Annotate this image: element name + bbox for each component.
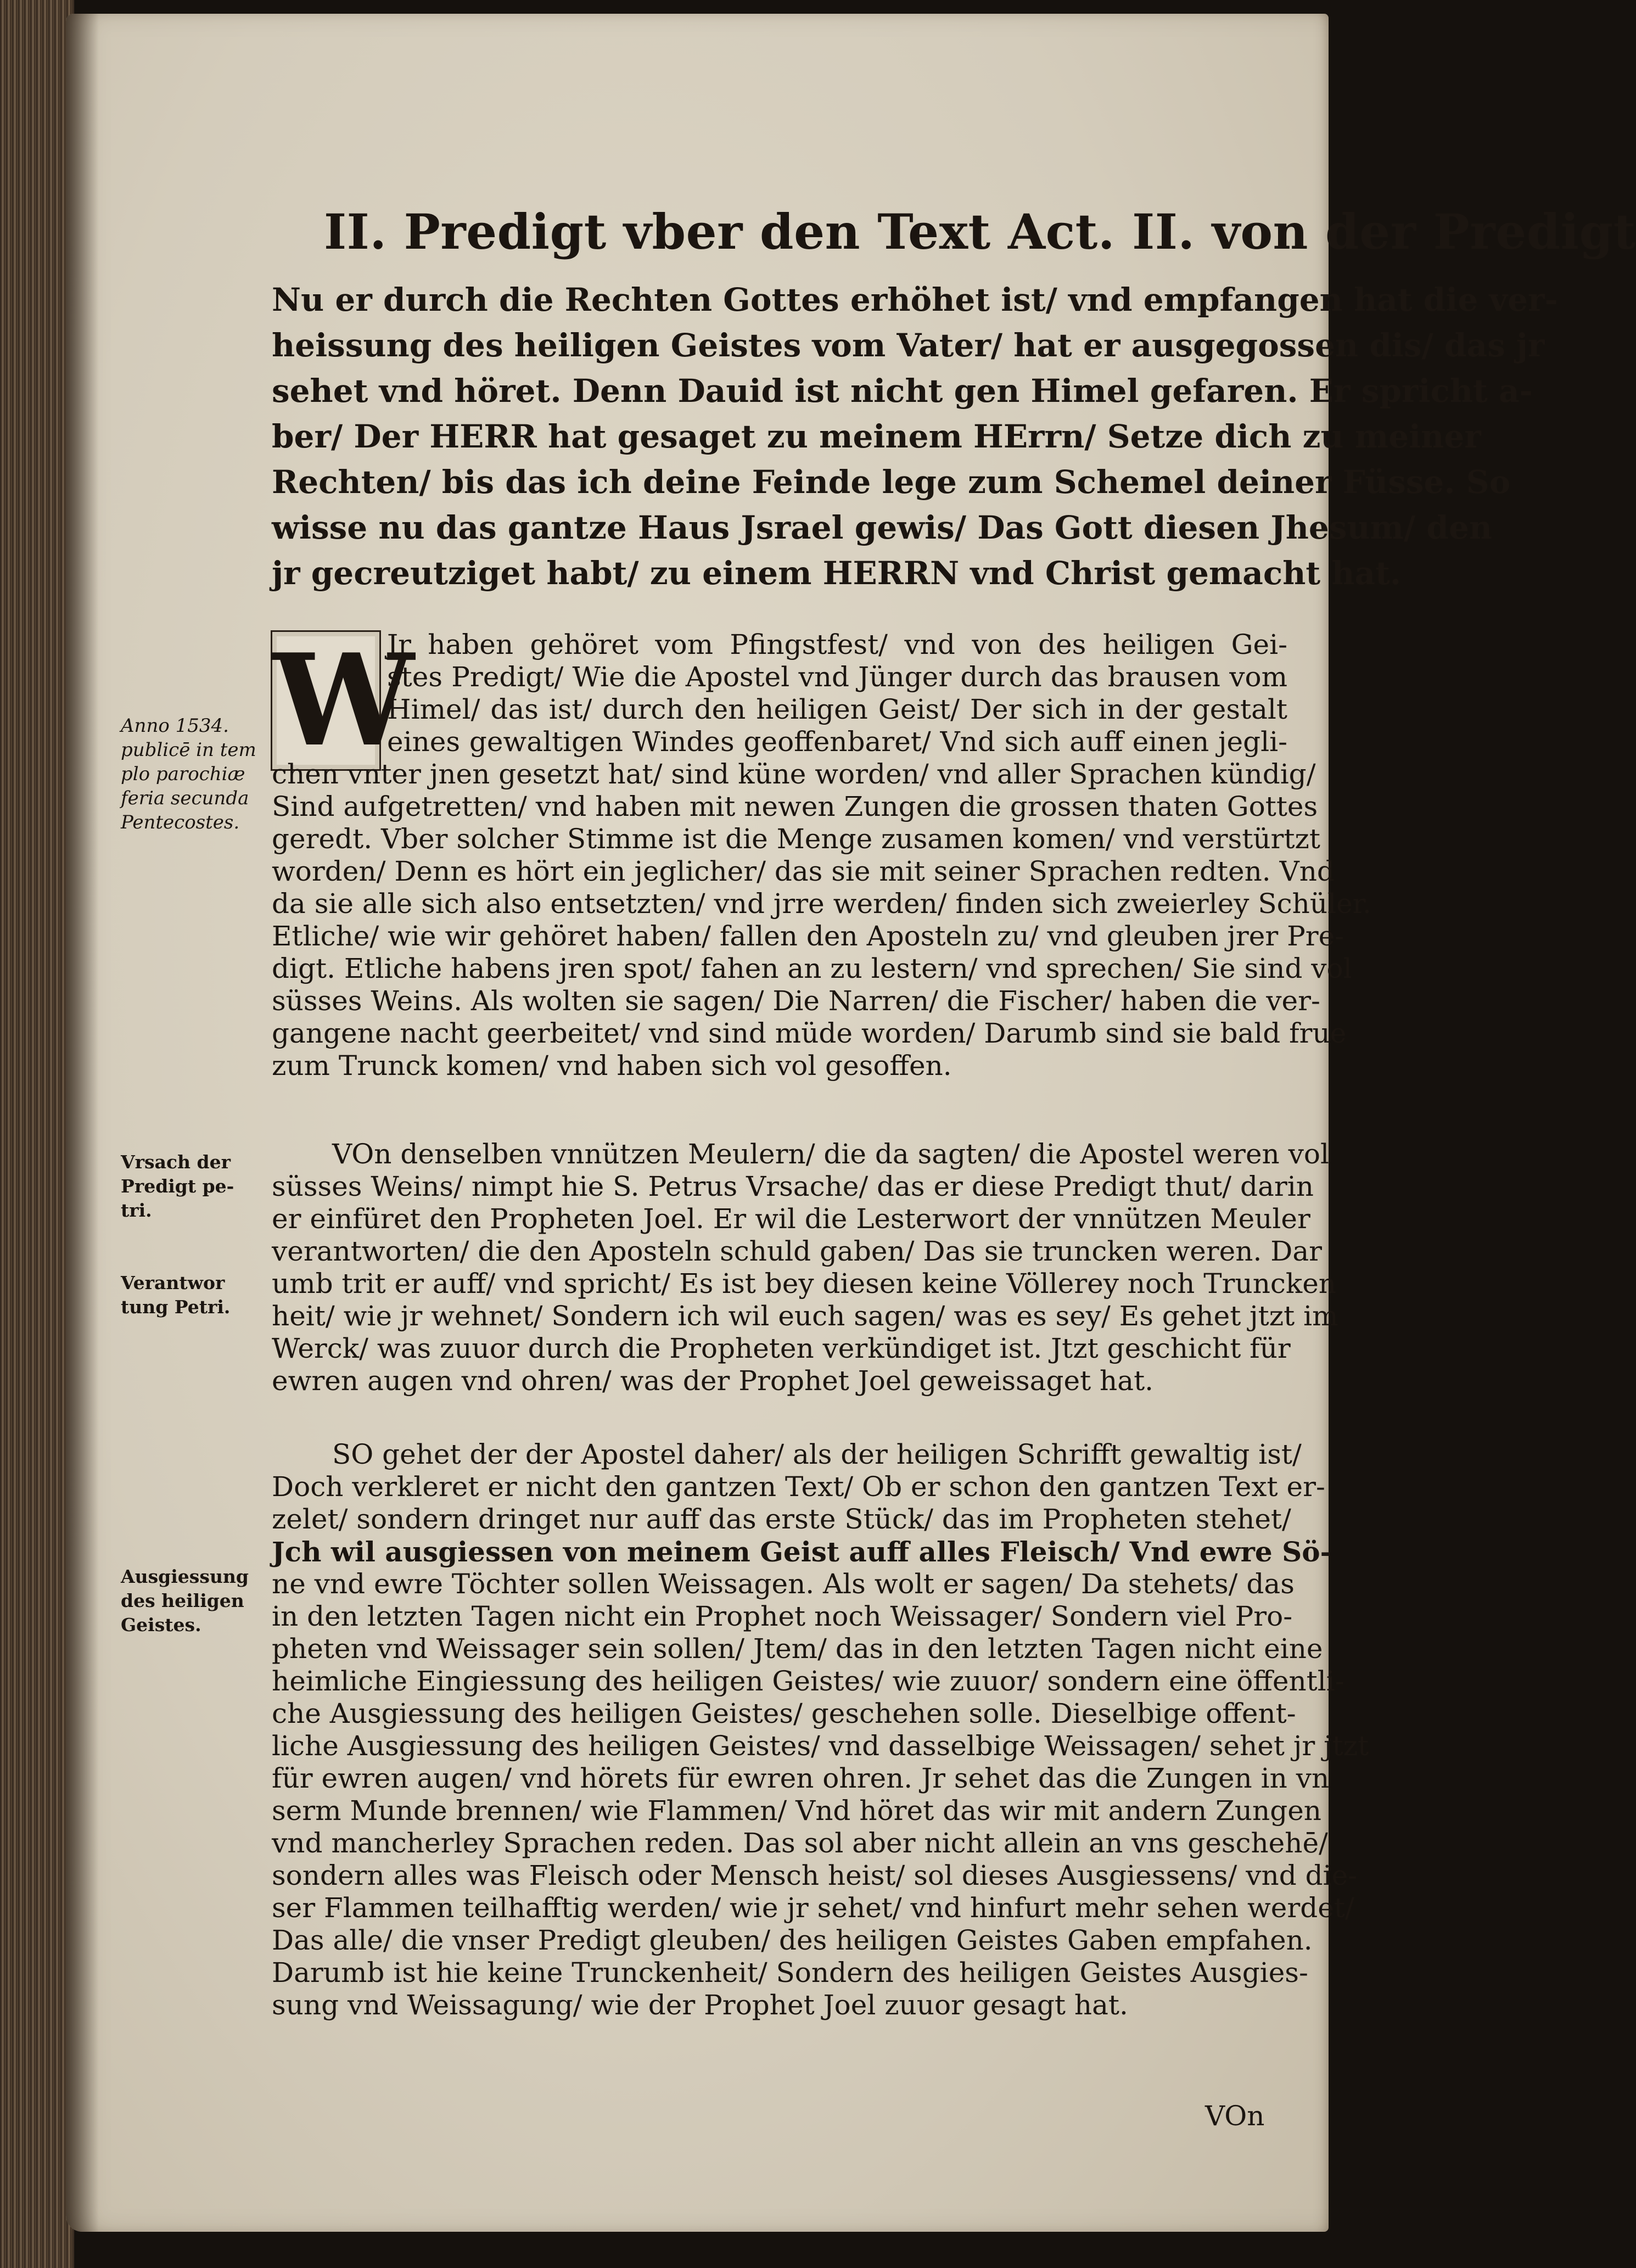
decorated-initial: W	[271, 630, 381, 771]
text-line: Jr haben gehöret vom Pfingstfest/ vnd von des heiligen Gei-	[387, 629, 1287, 660]
margin-note-verantwortung	[121, 1271, 269, 1319]
text-line: sondern alles was Fleisch oder Mensch heist/ sol dieses Ausgiessens/ vnd die-	[272, 1860, 1358, 1891]
paragraph-1	[272, 629, 1371, 1082]
text-line: geredt. Vber solcher Stimme ist die Menge zusamen komen/ vnd verstürtzt	[272, 823, 1320, 855]
spine-shadow	[66, 14, 99, 2232]
text-line: Das alle/ die vnser Predigt gleuben/ des heiligen Geistes Gaben empfahen.	[272, 1924, 1313, 1956]
margin-note-line: des heiligen	[121, 1590, 244, 1611]
catchword: VOn	[1205, 2100, 1265, 2132]
page-edges	[0, 0, 74, 2268]
text-line: für ewren augen/ vnd hörets für ewren ohren. Jr sehet das die Zungen in vn	[272, 1762, 1330, 1794]
text-line: che Ausgiessung des heiligen Geistes/ geschehen solle. Dieselbige offent-	[272, 1698, 1296, 1729]
paragraph-2	[272, 1138, 1338, 1397]
text-line: umb trit er auff/ vnd spricht/ Es ist bey diesen keine Völlerey noch Truncken	[272, 1268, 1336, 1300]
margin-note-line: tri.	[121, 1200, 152, 1221]
margin-note-line: Ausgiessung	[121, 1566, 249, 1587]
margin-note-line: plo parochiæ	[121, 763, 245, 785]
text-line: eines gewaltigen Windes geoffenbaret/ Vnd sich auff einen jegli-	[387, 726, 1287, 758]
text-line: digt. Etliche habens jren spot/ fahen an zu lestern/ vnd sprechen/ Sie sind vol	[272, 953, 1352, 984]
margin-note-line: Verantwor	[121, 1272, 225, 1293]
quote-line: jr gecreutziget habt/ zu einem HERRN vnd Christ gemacht hat.	[272, 555, 1402, 592]
text-line: heit/ wie jr wehnet/ Sondern ich wil euch sagen/ was es sey/ Es gehet jtzt im	[272, 1300, 1338, 1332]
text-line: süsses Weins/ nimpt hie S. Petrus Vrsache/ das er diese Predigt thut/ darin	[272, 1171, 1314, 1202]
margin-note-line: Predigt pe-	[121, 1175, 234, 1197]
text-line: Jch wil ausgiessen von meinem Geist auff alles Fleisch/ Vnd ewre Sö-	[272, 1536, 1332, 1568]
text-line: Darumb ist hie keine Trunckenheit/ Sondern des heiligen Geistes Ausgies-	[272, 1957, 1308, 1989]
text-line: ne vnd ewre Töchter sollen Weissagen. Als wolt er sagen/ Da stehets/ das	[272, 1568, 1295, 1600]
text-line: vnd mancherley Sprachen reden. Das sol aber nicht allein an vns geschehē/	[272, 1827, 1328, 1859]
text-line: worden/ Denn es hört ein jeglicher/ das sie mit seiner Sprachen redten. Vnd	[272, 855, 1335, 887]
text-line: Doch verkleret er nicht den gantzen Text/ Ob er schon den gantzen Text er-	[272, 1471, 1325, 1503]
text-line: Etliche/ wie wir gehöret haben/ fallen den Aposteln zu/ vnd gleuben jrer Pre-	[272, 920, 1344, 952]
text-line: sung vnd Weissagung/ wie der Prophet Joel zuuor gesagt hat.	[272, 1989, 1128, 2021]
margin-note-line: Vrsach der	[121, 1151, 231, 1173]
text-line: in den letzten Tagen nicht ein Prophet noch Weissager/ Sondern viel Pro-	[272, 1600, 1293, 1632]
margin-note-line: publicē in tem	[121, 739, 256, 761]
text-line: heimliche Eingiessung des heiligen Geistes/ wie zuuor/ sondern eine öffentli-	[272, 1665, 1344, 1697]
text-line: da sie alle sich also entsetzten/ vnd jrre werden/ finden sich zweierley Schüler.	[272, 888, 1371, 920]
quote-line: ber/ Der HERR hat gesaget zu meinem HErrn/ Setze dich zu meiner	[272, 418, 1481, 455]
text-line: ser Flammen teilhafftig werden/ wie jr sehet/ vnd hinfurt mehr sehen werdet/	[272, 1892, 1354, 1924]
margin-note-line: tung Petri.	[121, 1296, 231, 1318]
running-head: II. Predigt vber den Text Act. II. von der Predigt	[324, 203, 1636, 260]
text-line: SO gehet der der Apostel daher/ als der heiligen Schrifft gewaltig ist/	[332, 1438, 1302, 1470]
margin-note-line: Geistes.	[121, 1614, 201, 1636]
margin-note-ausgiessung	[121, 1565, 269, 1637]
margin-note-line: Anno 1534.	[121, 715, 229, 737]
text-line: Himel/ das ist/ durch den heiligen Geist/ Der sich in der gestalt	[387, 693, 1287, 725]
margin-note-line: Pentecostes.	[121, 811, 240, 833]
text-line: zum Trunck komen/ vnd haben sich vol gesoffen.	[272, 1050, 952, 1082]
text-line: Werck/ was zuuor durch die Propheten verkündiget ist. Jtzt geschicht für	[272, 1332, 1291, 1364]
text-line: chen vnter jnen gesetzt hat/ sind küne worden/ vnd aller Sprachen kündig/	[272, 758, 1316, 790]
text-line: er einfüret den Propheten Joel. Er wil die Lesterwort der vnnützen Meuler	[272, 1203, 1310, 1235]
text-line: gangene nacht geerbeitet/ vnd sind müde worden/ Darumb sind sie bald frue	[272, 1017, 1347, 1049]
text-line: ewren augen vnd ohren/ was der Prophet Joel geweissaget hat.	[272, 1365, 1154, 1397]
margin-note-anno	[121, 714, 269, 835]
paragraph-3	[272, 1438, 1369, 2021]
text-line: zelet/ sondern dringet nur auff das erste Stück/ das im Propheten stehet/	[272, 1503, 1291, 1535]
text-line: stes Predigt/ Wie die Apostel vnd Jünger durch das brausen vom	[387, 661, 1287, 693]
text-line: Sind aufgetretten/ vnd haben mit newen Zungen die grossen thaten Gottes	[272, 791, 1318, 822]
quote-line: wisse nu das gantze Haus Jsrael gewis/ Das Gott diesen Jhesum/ den	[272, 509, 1493, 546]
text-line: serm Munde brennen/ wie Flammen/ Vnd höret das wir mit andern Zungen	[272, 1795, 1321, 1827]
quote-line: heissung des heiligen Geistes vom Vater/ hat er ausgegossen dis/ das jr	[272, 327, 1545, 364]
text-line: süsses Weins. Als wolten sie sagen/ Die Narren/ die Fischer/ haben die ver-	[272, 985, 1320, 1017]
quote-line: Nu er durch die Rechten Gottes erhöhet ist/ vnd empfangen hat die ver-	[272, 281, 1558, 318]
text-line: verantworten/ die den Aposteln schuld gaben/ Das sie truncken weren. Dar	[272, 1235, 1323, 1267]
quote-line: Rechten/ bis das ich deine Feinde lege zum Schemel deiner Füsse. So	[272, 463, 1511, 501]
text-line: VOn denselben vnnützen Meulern/ die da sagten/ die Apostel weren vol	[332, 1138, 1329, 1170]
scripture-quote	[272, 277, 1558, 596]
text-line: pheten vnd Weissager sein sollen/ Jtem/ das in den letzten Tagen nicht eine	[272, 1633, 1323, 1665]
margin-note-line: feria secunda	[121, 787, 249, 809]
text-line: liche Ausgiessung des heiligen Geistes/ vnd dasselbige Weissagen/ sehet jr jtzt	[272, 1730, 1369, 1762]
quote-line: sehet vnd höret. Denn Dauid ist nicht gen Himel gefaren. Er spricht a-	[272, 372, 1533, 410]
margin-note-vrsach	[121, 1150, 269, 1223]
